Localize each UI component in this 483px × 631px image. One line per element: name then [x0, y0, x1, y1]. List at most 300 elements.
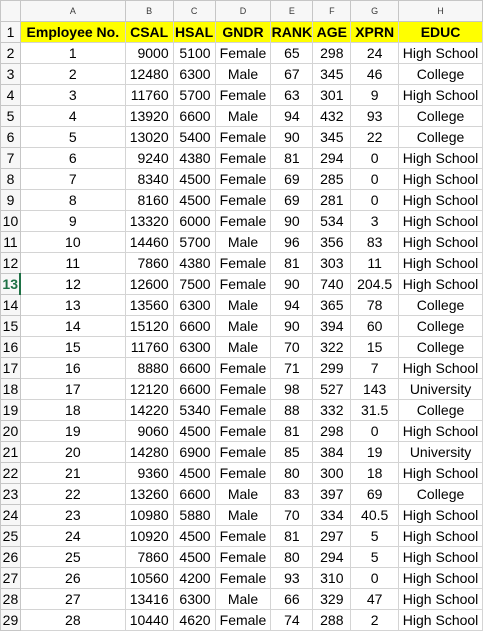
educ-cell[interactable]: High School [399, 358, 483, 379]
educ-cell[interactable]: High School [399, 232, 483, 253]
employee-no-cell[interactable]: 1 [20, 43, 125, 64]
table-row [1, 484, 483, 505]
employee-no-cell[interactable]: 12 [20, 274, 125, 295]
table-row [1, 43, 483, 64]
xprn-cell[interactable]: 40.5 [351, 505, 399, 526]
hsal-cell[interactable]: 4500 [173, 421, 215, 442]
header-cell-rank[interactable]: RANK [271, 22, 313, 43]
table-row [1, 379, 483, 400]
csal-cell[interactable]: 8340 [125, 169, 173, 190]
table-row [1, 253, 483, 274]
hsal-cell[interactable]: 6600 [173, 379, 215, 400]
age-cell[interactable]: 397 [313, 484, 351, 505]
column-header-b[interactable]: B [125, 1, 173, 22]
educ-cell[interactable]: High School [399, 169, 483, 190]
educ-cell[interactable]: High School [399, 85, 483, 106]
rank-cell[interactable]: 83 [271, 484, 313, 505]
xprn-cell[interactable]: 93 [351, 106, 399, 127]
gndr-cell[interactable]: Male [215, 295, 271, 316]
rank-cell[interactable]: 98 [271, 379, 313, 400]
rank-cell[interactable]: 85 [271, 442, 313, 463]
row-header[interactable]: 26 [1, 547, 21, 568]
gndr-cell[interactable]: Female [215, 547, 271, 568]
row-header[interactable]: 14 [1, 295, 21, 316]
xprn-cell[interactable]: 11 [351, 253, 399, 274]
hsal-cell[interactable]: 6900 [173, 442, 215, 463]
table-row [1, 211, 483, 232]
hsal-cell[interactable]: 4500 [173, 463, 215, 484]
xprn-cell[interactable]: 0 [351, 148, 399, 169]
xprn-cell[interactable]: 83 [351, 232, 399, 253]
header-cell-employee-no[interactable]: Employee No. [20, 22, 125, 43]
hsal-cell[interactable]: 6000 [173, 211, 215, 232]
employee-no-cell[interactable]: 19 [20, 421, 125, 442]
column-header-row [1, 1, 483, 22]
age-cell[interactable]: 534 [313, 211, 351, 232]
rank-cell[interactable]: 70 [271, 337, 313, 358]
hsal-cell[interactable]: 6300 [173, 337, 215, 358]
xprn-cell[interactable]: 0 [351, 421, 399, 442]
row-header[interactable]: 15 [1, 316, 21, 337]
csal-cell[interactable]: 10440 [125, 610, 173, 631]
csal-cell[interactable]: 12120 [125, 379, 173, 400]
gndr-cell[interactable]: Female [215, 43, 271, 64]
hsal-cell[interactable]: 6300 [173, 64, 215, 85]
age-cell[interactable]: 288 [313, 610, 351, 631]
table-row [1, 568, 483, 589]
table-row [1, 421, 483, 442]
xprn-cell[interactable]: 7 [351, 358, 399, 379]
employee-no-cell[interactable]: 15 [20, 337, 125, 358]
csal-cell[interactable]: 13260 [125, 484, 173, 505]
employee-no-cell[interactable]: 2 [20, 64, 125, 85]
row-header[interactable]: 25 [1, 526, 21, 547]
csal-cell[interactable]: 7860 [125, 547, 173, 568]
gndr-cell[interactable]: Female [215, 568, 271, 589]
csal-cell[interactable]: 12600 [125, 274, 173, 295]
age-cell[interactable]: 298 [313, 421, 351, 442]
row-header[interactable]: 8 [1, 169, 21, 190]
csal-cell[interactable]: 8160 [125, 190, 173, 211]
hsal-cell[interactable]: 6600 [173, 316, 215, 337]
age-cell[interactable]: 322 [313, 337, 351, 358]
age-cell[interactable]: 740 [313, 274, 351, 295]
hsal-cell[interactable]: 4500 [173, 526, 215, 547]
row-header[interactable]: 21 [1, 442, 21, 463]
employee-no-cell[interactable]: 5 [20, 127, 125, 148]
csal-cell[interactable]: 7860 [125, 253, 173, 274]
educ-cell[interactable]: High School [399, 547, 483, 568]
header-cell-age[interactable]: AGE [313, 22, 351, 43]
row-header[interactable]: 6 [1, 127, 21, 148]
employee-no-cell[interactable]: 14 [20, 316, 125, 337]
table-row [1, 442, 483, 463]
rank-cell[interactable]: 88 [271, 400, 313, 421]
age-cell[interactable]: 394 [313, 316, 351, 337]
column-header-d[interactable]: D [215, 1, 271, 22]
educ-cell[interactable]: High School [399, 43, 483, 64]
row-header[interactable]: 10 [1, 211, 21, 232]
educ-cell[interactable]: University [399, 379, 483, 400]
age-cell[interactable]: 297 [313, 526, 351, 547]
rank-cell[interactable]: 94 [271, 295, 313, 316]
xprn-cell[interactable]: 0 [351, 190, 399, 211]
gndr-cell[interactable]: Male [215, 337, 271, 358]
rank-cell[interactable]: 81 [271, 253, 313, 274]
rank-cell[interactable]: 70 [271, 505, 313, 526]
hsal-cell[interactable]: 5700 [173, 85, 215, 106]
educ-cell[interactable]: High School [399, 610, 483, 631]
rank-cell[interactable]: 63 [271, 85, 313, 106]
csal-cell[interactable]: 12480 [125, 64, 173, 85]
row-header[interactable]: 11 [1, 232, 21, 253]
table-row [1, 85, 483, 106]
hsal-cell[interactable]: 4380 [173, 148, 215, 169]
csal-cell[interactable]: 9060 [125, 421, 173, 442]
hsal-cell[interactable]: 6600 [173, 484, 215, 505]
row-header[interactable]: 29 [1, 610, 21, 631]
xprn-cell[interactable]: 5 [351, 547, 399, 568]
employee-no-cell[interactable]: 18 [20, 400, 125, 421]
employee-no-cell[interactable]: 27 [20, 589, 125, 610]
hsal-cell[interactable]: 5700 [173, 232, 215, 253]
rank-cell[interactable]: 90 [271, 316, 313, 337]
employee-no-cell[interactable]: 20 [20, 442, 125, 463]
gndr-cell[interactable]: Female [215, 127, 271, 148]
csal-cell[interactable]: 14280 [125, 442, 173, 463]
csal-cell[interactable]: 9000 [125, 43, 173, 64]
age-cell[interactable]: 303 [313, 253, 351, 274]
gndr-cell[interactable]: Female [215, 463, 271, 484]
employee-no-cell[interactable]: 9 [20, 211, 125, 232]
educ-cell[interactable]: High School [399, 589, 483, 610]
column-header-g[interactable]: G [351, 1, 399, 22]
age-cell[interactable]: 334 [313, 505, 351, 526]
hsal-cell[interactable]: 5340 [173, 400, 215, 421]
hsal-cell[interactable]: 6600 [173, 358, 215, 379]
xprn-cell[interactable]: 46 [351, 64, 399, 85]
gndr-cell[interactable]: Female [215, 85, 271, 106]
rank-cell[interactable]: 90 [271, 211, 313, 232]
row-header[interactable]: 1 [1, 22, 21, 43]
hsal-cell[interactable]: 6600 [173, 106, 215, 127]
gndr-cell[interactable]: Female [215, 610, 271, 631]
rank-cell[interactable]: 69 [271, 190, 313, 211]
employee-no-cell[interactable]: 21 [20, 463, 125, 484]
age-cell[interactable]: 300 [313, 463, 351, 484]
educ-cell[interactable]: High School [399, 421, 483, 442]
hsal-cell[interactable]: 4500 [173, 547, 215, 568]
age-cell[interactable]: 345 [313, 127, 351, 148]
educ-cell[interactable]: High School [399, 568, 483, 589]
age-cell[interactable]: 310 [313, 568, 351, 589]
gndr-cell[interactable]: Male [215, 316, 271, 337]
xprn-cell[interactable]: 5 [351, 526, 399, 547]
employee-no-cell[interactable]: 22 [20, 484, 125, 505]
employee-no-cell[interactable]: 23 [20, 505, 125, 526]
row-header[interactable]: 18 [1, 379, 21, 400]
age-cell[interactable]: 329 [313, 589, 351, 610]
xprn-cell[interactable]: 78 [351, 295, 399, 316]
employee-no-cell[interactable]: 16 [20, 358, 125, 379]
gndr-cell[interactable]: Female [215, 274, 271, 295]
row-header[interactable]: 16 [1, 337, 21, 358]
rank-cell[interactable]: 80 [271, 547, 313, 568]
age-cell[interactable]: 281 [313, 190, 351, 211]
row-header[interactable]: 7 [1, 148, 21, 169]
xprn-cell[interactable]: 60 [351, 316, 399, 337]
rank-cell[interactable]: 69 [271, 169, 313, 190]
rank-cell[interactable]: 94 [271, 106, 313, 127]
row-header[interactable]: 2 [1, 43, 21, 64]
table-row [1, 610, 483, 631]
column-header-h[interactable]: H [399, 1, 483, 22]
xprn-cell[interactable]: 31.5 [351, 400, 399, 421]
rank-cell[interactable]: 65 [271, 43, 313, 64]
employee-no-cell[interactable]: 24 [20, 526, 125, 547]
educ-cell[interactable]: College [399, 64, 483, 85]
csal-cell[interactable]: 9240 [125, 148, 173, 169]
gndr-cell[interactable]: Female [215, 190, 271, 211]
table-row [1, 316, 483, 337]
table-row [1, 64, 483, 85]
csal-cell[interactable]: 11760 [125, 337, 173, 358]
table-row [1, 169, 483, 190]
gndr-cell[interactable]: Male [215, 589, 271, 610]
xprn-cell[interactable]: 0 [351, 568, 399, 589]
age-cell[interactable]: 527 [313, 379, 351, 400]
age-cell[interactable]: 332 [313, 400, 351, 421]
column-header-c[interactable]: C [173, 1, 215, 22]
column-header-a[interactable]: A [20, 1, 125, 22]
table-row [1, 274, 483, 295]
gndr-cell[interactable]: Female [215, 442, 271, 463]
row-header[interactable]: 9 [1, 190, 21, 211]
row-header[interactable]: 28 [1, 589, 21, 610]
xprn-cell[interactable]: 22 [351, 127, 399, 148]
rank-cell[interactable]: 90 [271, 127, 313, 148]
csal-cell[interactable]: 15120 [125, 316, 173, 337]
rank-cell[interactable]: 74 [271, 610, 313, 631]
csal-cell[interactable]: 13560 [125, 295, 173, 316]
table-row [1, 232, 483, 253]
gndr-cell[interactable]: Female [215, 358, 271, 379]
gndr-cell[interactable]: Female [215, 400, 271, 421]
xprn-cell[interactable]: 69 [351, 484, 399, 505]
employee-no-cell[interactable]: 11 [20, 253, 125, 274]
rank-cell[interactable]: 93 [271, 568, 313, 589]
csal-cell[interactable]: 14220 [125, 400, 173, 421]
csal-cell[interactable]: 14460 [125, 232, 173, 253]
xprn-cell[interactable]: 143 [351, 379, 399, 400]
educ-cell[interactable]: High School [399, 274, 483, 295]
header-cell-educ[interactable]: EDUC [399, 22, 483, 43]
age-cell[interactable]: 432 [313, 106, 351, 127]
row-header[interactable]: 24 [1, 505, 21, 526]
educ-cell[interactable]: High School [399, 148, 483, 169]
hsal-cell[interactable]: 5880 [173, 505, 215, 526]
row-header[interactable]: 3 [1, 64, 21, 85]
hsal-cell[interactable]: 4200 [173, 568, 215, 589]
rank-cell[interactable]: 80 [271, 463, 313, 484]
table-row [1, 358, 483, 379]
table-row [1, 295, 483, 316]
xprn-cell[interactable]: 15 [351, 337, 399, 358]
rank-cell[interactable]: 96 [271, 232, 313, 253]
header-cell-hsal[interactable]: HSAL [173, 22, 215, 43]
age-cell[interactable]: 298 [313, 43, 351, 64]
gndr-cell[interactable]: Female [215, 148, 271, 169]
csal-cell[interactable]: 8880 [125, 358, 173, 379]
employee-no-cell[interactable]: 28 [20, 610, 125, 631]
educ-cell[interactable]: College [399, 316, 483, 337]
hsal-cell[interactable]: 4500 [173, 169, 215, 190]
rank-cell[interactable]: 67 [271, 64, 313, 85]
header-row [1, 22, 483, 43]
xprn-cell[interactable]: 2 [351, 610, 399, 631]
hsal-cell[interactable]: 5400 [173, 127, 215, 148]
rank-cell[interactable]: 66 [271, 589, 313, 610]
employee-no-cell[interactable]: 7 [20, 169, 125, 190]
row-header[interactable]: 27 [1, 568, 21, 589]
table-row [1, 400, 483, 421]
xprn-cell[interactable]: 0 [351, 169, 399, 190]
csal-cell[interactable]: 13320 [125, 211, 173, 232]
gndr-cell[interactable]: Female [215, 169, 271, 190]
hsal-cell[interactable]: 4620 [173, 610, 215, 631]
xprn-cell[interactable]: 204.5 [351, 274, 399, 295]
table-row [1, 106, 483, 127]
educ-cell[interactable]: High School [399, 211, 483, 232]
gndr-cell[interactable]: Male [215, 64, 271, 85]
hsal-cell[interactable]: 6300 [173, 589, 215, 610]
age-cell[interactable]: 384 [313, 442, 351, 463]
age-cell[interactable]: 345 [313, 64, 351, 85]
table-row [1, 526, 483, 547]
column-header-e[interactable]: E [271, 1, 313, 22]
gndr-cell[interactable]: Male [215, 232, 271, 253]
csal-cell[interactable]: 13416 [125, 589, 173, 610]
xprn-cell[interactable]: 24 [351, 43, 399, 64]
age-cell[interactable]: 356 [313, 232, 351, 253]
hsal-cell[interactable]: 6300 [173, 295, 215, 316]
age-cell[interactable]: 294 [313, 547, 351, 568]
educ-cell[interactable]: High School [399, 190, 483, 211]
row-header[interactable]: 17 [1, 358, 21, 379]
row-header[interactable]: 4 [1, 85, 21, 106]
header-cell-gndr[interactable]: GNDR [215, 22, 271, 43]
educ-cell[interactable]: High School [399, 253, 483, 274]
gndr-cell[interactable]: Female [215, 526, 271, 547]
gndr-cell[interactable]: Female [215, 253, 271, 274]
educ-cell[interactable]: College [399, 484, 483, 505]
xprn-cell[interactable]: 18 [351, 463, 399, 484]
employee-no-cell[interactable]: 13 [20, 295, 125, 316]
csal-cell[interactable]: 10980 [125, 505, 173, 526]
table-row [1, 505, 483, 526]
gndr-cell[interactable]: Male [215, 484, 271, 505]
employee-no-cell[interactable]: 3 [20, 85, 125, 106]
hsal-cell[interactable]: 5100 [173, 43, 215, 64]
rank-cell[interactable]: 81 [271, 148, 313, 169]
employee-no-cell[interactable]: 10 [20, 232, 125, 253]
gndr-cell[interactable]: Male [215, 505, 271, 526]
xprn-cell[interactable]: 9 [351, 85, 399, 106]
age-cell[interactable]: 285 [313, 169, 351, 190]
csal-cell[interactable]: 13020 [125, 127, 173, 148]
csal-cell[interactable]: 13920 [125, 106, 173, 127]
employee-no-cell[interactable]: 6 [20, 148, 125, 169]
csal-cell[interactable]: 10920 [125, 526, 173, 547]
age-cell[interactable]: 299 [313, 358, 351, 379]
gndr-cell[interactable]: Male [215, 106, 271, 127]
csal-cell[interactable]: 11760 [125, 85, 173, 106]
gndr-cell[interactable]: Female [215, 421, 271, 442]
employee-no-cell[interactable]: 17 [20, 379, 125, 400]
table-row [1, 148, 483, 169]
table-row [1, 337, 483, 358]
xprn-cell[interactable]: 47 [351, 589, 399, 610]
row-header[interactable]: 13 [1, 274, 21, 295]
header-cell-xprn[interactable]: XPRN [351, 22, 399, 43]
csal-cell[interactable]: 10560 [125, 568, 173, 589]
table-row [1, 547, 483, 568]
csal-cell[interactable]: 9360 [125, 463, 173, 484]
gndr-cell[interactable]: Female [215, 379, 271, 400]
educ-cell[interactable]: University [399, 442, 483, 463]
employee-no-cell[interactable]: 4 [20, 106, 125, 127]
row-header[interactable]: 19 [1, 400, 21, 421]
employee-no-cell[interactable]: 8 [20, 190, 125, 211]
rank-cell[interactable]: 71 [271, 358, 313, 379]
rank-cell[interactable]: 81 [271, 526, 313, 547]
header-cell-csal[interactable]: CSAL [125, 22, 173, 43]
row-header[interactable]: 12 [1, 253, 21, 274]
xprn-cell[interactable]: 19 [351, 442, 399, 463]
age-cell[interactable]: 365 [313, 295, 351, 316]
educ-cell[interactable]: College [399, 106, 483, 127]
table-row [1, 589, 483, 610]
xprn-cell[interactable]: 3 [351, 211, 399, 232]
hsal-cell[interactable]: 4500 [173, 190, 215, 211]
row-header[interactable]: 23 [1, 484, 21, 505]
row-header[interactable]: 5 [1, 106, 21, 127]
educ-cell[interactable]: High School [399, 505, 483, 526]
educ-cell[interactable]: College [399, 400, 483, 421]
column-header-f[interactable]: F [313, 1, 351, 22]
hsal-cell[interactable]: 4380 [173, 253, 215, 274]
educ-cell[interactable]: High School [399, 526, 483, 547]
select-all-corner[interactable] [1, 1, 21, 22]
rank-cell[interactable]: 81 [271, 421, 313, 442]
employee-no-cell[interactable]: 26 [20, 568, 125, 589]
row-header[interactable]: 20 [1, 421, 21, 442]
age-cell[interactable]: 301 [313, 85, 351, 106]
educ-cell[interactable]: College [399, 337, 483, 358]
educ-cell[interactable]: High School [399, 463, 483, 484]
row-header[interactable]: 22 [1, 463, 21, 484]
educ-cell[interactable]: College [399, 295, 483, 316]
age-cell[interactable]: 294 [313, 148, 351, 169]
table-row [1, 127, 483, 148]
gndr-cell[interactable]: Female [215, 211, 271, 232]
table-row [1, 463, 483, 484]
employee-no-cell[interactable]: 25 [20, 547, 125, 568]
rank-cell[interactable]: 90 [271, 274, 313, 295]
table-row [1, 190, 483, 211]
hsal-cell[interactable]: 7500 [173, 274, 215, 295]
educ-cell[interactable]: College [399, 127, 483, 148]
